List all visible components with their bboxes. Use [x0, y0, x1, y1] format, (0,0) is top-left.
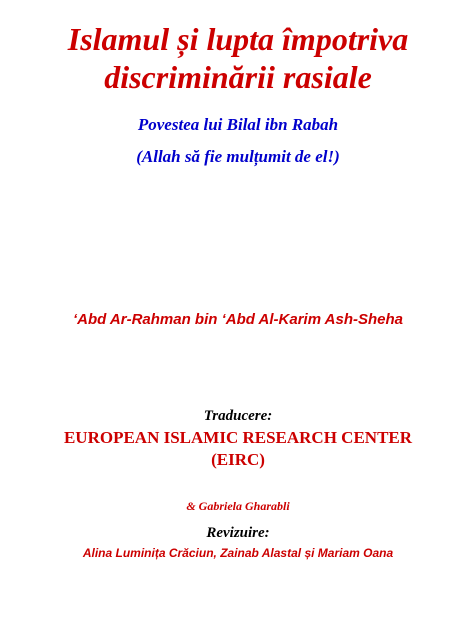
subtitle: Povestea lui Bilal ibn Rabah	[137, 115, 339, 134]
title-line-1: Islamul și lupta împotriva	[67, 21, 409, 57]
author: ‘Abd Ar-Rahman bin ‘Abd Al-Karim Ash-Sheha	[72, 311, 403, 328]
blessing: (Allah să fie mulțumit de el!)	[136, 147, 340, 166]
translator-org-line-1: EUROPEAN ISLAMIC RESEARCH CENTER	[63, 428, 413, 447]
review-label: Revizuire:	[206, 525, 270, 541]
cotranslator: & Gabriela Gharabli	[186, 499, 290, 513]
reviewers: Alina Luminița Crăciun, Zainab Alastal și Mariam Oana	[82, 546, 394, 560]
title-line-2: discriminării rasiale	[104, 59, 372, 95]
translation-label: Traducere:	[203, 408, 273, 424]
translator-org-line-2: (EIRC)	[211, 450, 265, 469]
